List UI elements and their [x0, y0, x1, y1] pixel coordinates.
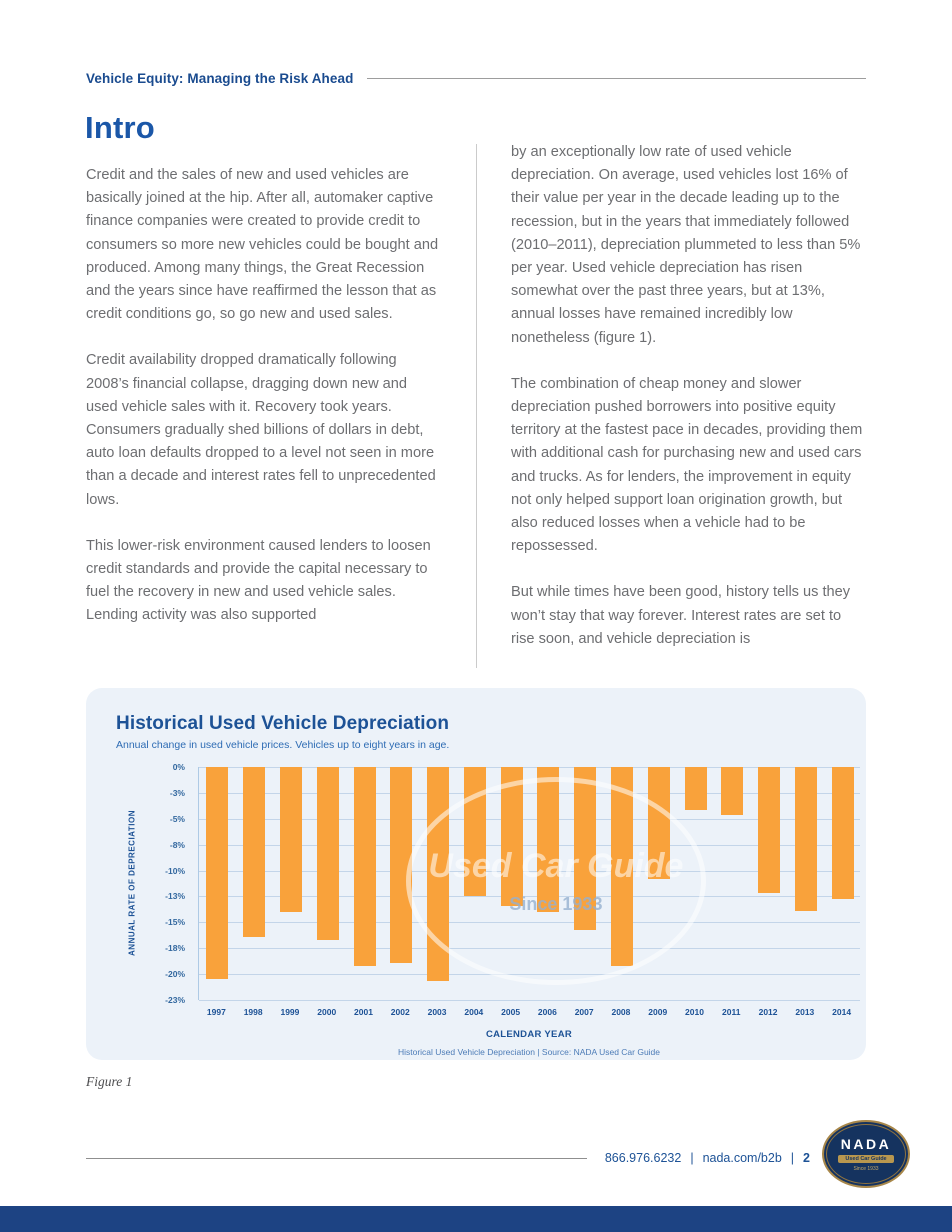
x-tick-label: 1997	[206, 1007, 226, 1017]
right-column	[511, 141, 866, 674]
bar-2012	[758, 767, 780, 893]
bar-1998	[243, 767, 265, 937]
bar-2005	[501, 767, 523, 906]
plot-area	[198, 767, 860, 1000]
body-paragraph: Credit availability dropped dramatically following 2008’s financial collapse, dragging down new and used vehicle sales with it. Recovery took years. Consumers gradually shed billions of dollars in debt, auto loan defaults dropped to a level not seen in more than a decade and interest rates fell to unprecedented lows.	[86, 352, 436, 508]
x-tick-label: 2005	[501, 1007, 521, 1017]
y-tick-label: -15%	[165, 917, 185, 928]
column-divider	[476, 144, 477, 668]
bar-2014	[832, 767, 854, 899]
bar-2009	[648, 767, 670, 879]
chart-area	[116, 762, 848, 1005]
y-tick-label: -13%	[165, 891, 185, 902]
y-tick-label: -10%	[165, 865, 185, 876]
gridline	[199, 974, 860, 975]
bar-1999	[280, 767, 302, 912]
x-tick-label: 2006	[537, 1007, 557, 1017]
bar-2010	[685, 767, 707, 810]
y-tick-label: 0%	[172, 762, 185, 772]
nada-logo-since: Since 1933	[853, 1166, 879, 1172]
x-tick-label: 2004	[464, 1007, 484, 1017]
x-tick-label: 2007	[574, 1007, 594, 1017]
footer-page-number: 2	[803, 1151, 810, 1165]
y-tick-label: -18%	[165, 943, 185, 954]
figure-caption: Figure 1	[86, 1074, 133, 1089]
bar-2003	[427, 767, 449, 981]
footer-phone: 866.976.6232	[604, 1151, 682, 1165]
bar-2007	[574, 767, 596, 930]
body-paragraph: by an exceptionally low rate of used vehicle depreciation. On average, used vehicles lost 16% of their value per year in the decade leading up to the recession, but in the years that immediately followed (2010–2011), depreciation plummeted to less than 5% per year. Used vehicle depreciation has risen somewhat over the past three years, but at 13%, annual losses have remained incredibly low nonetheless (figure 1).	[511, 144, 861, 346]
body-paragraph: But while times have been good, history tells us they won’t stay that way forever. Interest rates are set to rise soon, and vehicle depreciation is	[511, 584, 851, 647]
x-tick-label: 2008	[611, 1007, 631, 1017]
running-header-title: Vehicle Equity: Managing the Risk Ahead	[86, 71, 354, 86]
x-tick-label: 2012	[758, 1007, 778, 1017]
watermark-since: Since 1933	[509, 894, 603, 915]
chart-title: Historical Used Vehicle Depreciation	[116, 713, 450, 734]
bar-2013	[795, 767, 817, 911]
chart-source-caption: Historical Used Vehicle Depreciation | Source: NADA Used Car Guide	[397, 1047, 661, 1057]
chart-subtitle: Annual change in used vehicle prices. Vehicles up to eight years in age.	[116, 739, 450, 751]
bar-2002	[390, 767, 412, 963]
bottom-brand-bar	[0, 1206, 952, 1232]
nada-logo-name: NADA	[840, 1136, 892, 1152]
x-tick-label: 2001	[354, 1007, 373, 1017]
bar-2000	[317, 767, 339, 940]
footer-rule	[86, 1158, 587, 1159]
body-paragraph: The combination of cheap money and slower depreciation pushed borrowers into positive equity territory at the fastest pace in decades, providing them with additional cash for purchasing new and used cars and trucks. As for lenders, the improvement in equity not only helped support loan origination growth, but also reduced losses when a vehicle had to be repossessed.	[511, 375, 863, 555]
bar-2011	[721, 767, 743, 815]
x-tick-label: 2000	[317, 1007, 337, 1017]
y-tick-label: -3%	[169, 787, 185, 798]
left-column	[86, 141, 441, 674]
body-paragraph: Credit and the sales of new and used vehicles are basically joined at the hip. After all, automaker captive finance companies were created to provide credit to consumers so more new vehicles could be bought and produced. Among many things, the Great Recession and the years since have reaffirmed the lesson that as credit conditions go, so go new and used sales.	[86, 167, 439, 323]
x-tick-label: 2010	[685, 1007, 704, 1017]
x-tick-label: 1999	[280, 1007, 300, 1017]
x-tick-label: 2009	[648, 1007, 668, 1017]
footer-site: nada.com/b2b	[702, 1151, 782, 1165]
figure-panel	[86, 688, 866, 1060]
header-rule	[367, 78, 866, 79]
y-axis-ticks	[150, 762, 192, 1005]
footer	[86, 1148, 810, 1168]
gridline	[199, 922, 860, 923]
bar-2004	[464, 767, 486, 896]
watermark-text: Used Car Guide	[428, 847, 684, 886]
section-title: Intro	[85, 110, 155, 145]
footer-separator: |	[790, 1151, 795, 1165]
body-paragraph: This lower-risk environment caused lenders to loosen credit standards and provide the capital necessary to fuel the recovery in new and used vehicle sales. Lending activity was also supported	[86, 537, 431, 624]
x-tick-label: 2002	[390, 1007, 410, 1017]
x-tick-label: 2014	[832, 1007, 852, 1017]
y-tick-label: -20%	[165, 969, 185, 980]
nada-logo	[822, 1120, 910, 1188]
y-axis-title: ANNUAL RATE OF DEPRECIATION	[127, 810, 137, 956]
x-axis-ticks	[198, 1007, 860, 1019]
x-tick-label: 2003	[427, 1007, 447, 1017]
x-tick-label: 1998	[243, 1007, 263, 1017]
bar-2008	[611, 767, 633, 966]
y-tick-label: -8%	[169, 839, 185, 850]
running-header	[86, 71, 866, 86]
x-axis-title: CALENDAR YEAR	[485, 1029, 573, 1040]
gridline	[199, 1000, 860, 1001]
nada-logo-subtitle: Used Car Guide	[838, 1155, 893, 1163]
x-tick-label: 2013	[795, 1007, 815, 1017]
bar-1997	[206, 767, 228, 979]
y-tick-label: -23%	[165, 995, 185, 1005]
body-columns	[86, 141, 866, 674]
bar-2006	[537, 767, 559, 912]
y-tick-label: -5%	[169, 813, 185, 824]
bar-2001	[354, 767, 376, 966]
x-tick-label: 2011	[722, 1007, 741, 1017]
footer-separator: |	[690, 1151, 694, 1165]
gridline	[199, 948, 860, 949]
